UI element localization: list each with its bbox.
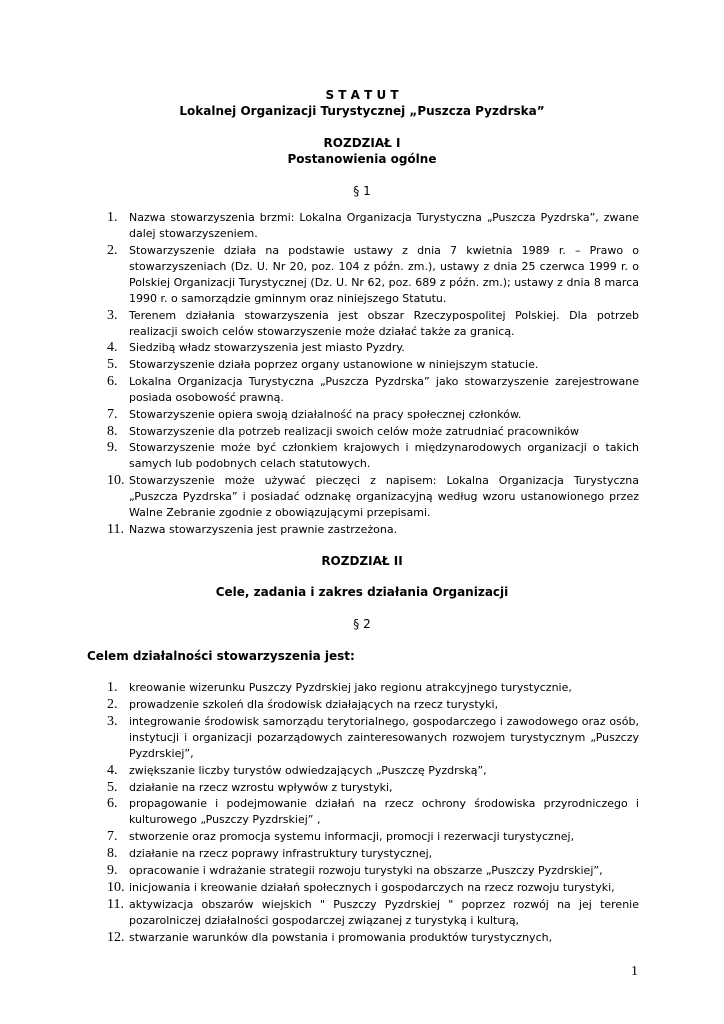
- document-subtitle: Lokalnej Organizacji Turystycznej „Puszcza Pyzdrska”: [179, 104, 545, 118]
- list-item-number: 2.: [107, 242, 118, 258]
- list-item-number: 6.: [107, 373, 118, 389]
- list-item: [0, 243, 639, 307]
- list-item: [0, 308, 639, 340]
- list-item: [0, 357, 639, 373]
- list-item-number: 7.: [107, 829, 118, 845]
- paragraph-2-mark: § 2: [353, 617, 371, 631]
- list-item-text: Nazwa stowarzyszenia brzmi: Lokalna Organizacja Turystyczna „Puszcza Pyzdrska”, zwane dalej stowarzyszeniem.: [129, 211, 639, 240]
- list-item: [0, 440, 639, 472]
- list-item: [0, 374, 639, 406]
- list-item: [0, 680, 639, 696]
- list-item: [0, 522, 639, 538]
- list-item-text: inicjowania i kreowanie działań społecznych i gospodarczych na rzecz rozwoju turystyki,: [129, 881, 615, 895]
- chapter-1-list: [0, 210, 724, 539]
- list-item-number: 8.: [107, 423, 118, 439]
- list-item-text: Stowarzyszenie dla potrzeb realizacji swoich celów może zatrudniać pracowników: [129, 424, 580, 438]
- list-item-number: 3.: [107, 307, 118, 323]
- list-item-text: integrowanie środowisk samorządu terytorialnego, gospodarczego i zawodowego oraz osób, instytucji i organizacji pozarządowych zainteresowanych rozwojem turystycznym „Puszczy Pyzdrskiej”,: [129, 714, 639, 760]
- list-item: [0, 780, 639, 796]
- list-item: [0, 930, 639, 946]
- list-item-number: 10.: [107, 473, 125, 489]
- list-item: [0, 210, 639, 242]
- list-item-text: Stowarzyszenie może używać pieczęci z napisem: Lokalna Organizacja Turystyczna „Puszcza Pyzdrska” i posiadać odznakę organizacyjną według wzoru ustanowionego przez Walne Zebranie zgodnie z obowiązującymi przepisami.: [129, 474, 639, 520]
- list-item-number: 9.: [107, 863, 118, 879]
- list-item: [0, 796, 639, 828]
- list-item: [0, 697, 639, 713]
- list-item-text: kreowanie wizerunku Puszczy Pyzdrskiej jako regionu atrakcyjnego turystycznie,: [129, 681, 572, 694]
- list-item-text: Lokalna Organizacja Turystyczna „Puszcza Pyzdrska” jako stowarzyszenie zarejestrowane posiada osobowość prawną.: [129, 374, 639, 404]
- list-item-text: stwarzanie warunków dla powstania i promowania produktów turystycznych,: [129, 930, 553, 944]
- list-item-number: 11.: [107, 521, 124, 537]
- list-item-text: Terenem działania stowarzyszenia jest obszar Rzeczypospolitej Polskiej. Dla potrzeb realizacji swoich celów stowarzyszenie może działać także za granicą.: [129, 308, 639, 338]
- chapter-1-subheading: Postanowienia ogólne: [287, 152, 437, 166]
- chapter-2-subheading: Cele, zadania i zakres działania Organizacji: [215, 585, 509, 599]
- list-item: [0, 846, 639, 862]
- list-item-text: Stowarzyszenie działa poprzez organy ustanowione w niniejszym statucie.: [129, 358, 539, 372]
- chapter-2-list: [0, 680, 724, 947]
- document-title: S T A T U T: [325, 88, 399, 102]
- list-item-number: 5.: [107, 779, 118, 795]
- list-item: [0, 880, 639, 896]
- list-item-number: 8.: [107, 846, 118, 862]
- list-item-text: zwiększanie liczby turystów odwiedzających „Puszczę Pyzdrską”,: [129, 763, 487, 777]
- goals-lead-text: Celem działalności stowarzyszenia jest:: [87, 649, 355, 663]
- list-item-text: Nazwa stowarzyszenia jest prawnie zastrzeżona.: [129, 522, 398, 536]
- list-item-number: 11.: [107, 896, 124, 912]
- chapter-1-heading: ROZDZIAŁ I: [323, 136, 401, 150]
- list-item-number: 7.: [107, 406, 118, 422]
- list-item-text: opracowanie i wdrażanie strategii rozwoju turystyki na obszarze „Puszczy Pyzdrskiej”,: [129, 864, 603, 878]
- list-item: [0, 473, 639, 521]
- list-item-text: Stowarzyszenie opiera swoją działalność na pracy społecznej członków.: [129, 407, 522, 421]
- list-item: [0, 424, 639, 440]
- list-item-number: 1.: [107, 680, 118, 695]
- list-item-text: prowadzenie szkoleń dla środowisk działających na rzecz turystyki,: [129, 697, 499, 711]
- list-item-text: Stowarzyszenie działa na podstawie ustawy z dnia 7 kwietnia 1989 r. – Prawo o stowarzyszeniach (Dz. U. Nr 20, poz. 104 z późn. zm.), ustawy z dnia 25 czerwca 1999 r. o Polskiej Organizacji Turystycznej (Dz. U. Nr 62, poz. 689 z późn. zm.); ustawy z dnia 8 marca 1990 r. o samorządzie gminnym oraz niniejszego Statutu.: [129, 243, 639, 305]
- list-item-text: Siedzibą władz stowarzyszenia jest miasto Pyzdry.: [129, 341, 405, 355]
- list-item: [0, 714, 639, 762]
- list-item-text: propagowanie i podejmowanie działań na rzecz ochrony środowiska przyrodniczego i kulturowego „Puszczy Pyzdrskiej” ,: [129, 797, 639, 827]
- list-item-number: 5.: [107, 357, 118, 373]
- list-item-number: 4.: [107, 340, 118, 356]
- list-item: [0, 829, 639, 845]
- list-item-text: aktywizacja obszarów wiejskich " Puszczy Pyzdrskiej " poprzez rozwój na jej terenie pozarolniczej działalności gospodarczej związanej z turystyką i kulturą,: [129, 897, 639, 927]
- list-item-number: 12.: [107, 929, 125, 945]
- chapter-2-heading: ROZDZIAŁ II: [321, 554, 403, 568]
- list-item-number: 6.: [107, 796, 118, 812]
- list-item: [0, 407, 639, 423]
- list-item-text: działanie na rzecz poprawy infrastruktury turystycznej,: [129, 847, 433, 861]
- paragraph-1-mark: § 1: [353, 184, 371, 198]
- list-item-number: 9.: [107, 440, 118, 456]
- list-item-number: 3.: [107, 713, 118, 729]
- list-item: [0, 863, 639, 879]
- page-number: 1: [631, 964, 638, 979]
- list-item-number: 4.: [107, 762, 118, 778]
- list-item-number: 2.: [107, 696, 118, 712]
- list-item-text: stworzenie oraz promocja systemu informacji, promocji i rezerwacji turystycznej,: [129, 830, 575, 844]
- list-item-number: 10.: [107, 880, 125, 896]
- list-item: [0, 763, 639, 779]
- list-item-number: 1.: [107, 210, 118, 225]
- list-item-text: Stowarzyszenie może być członkiem krajowych i międzynarodowych organizacji o takich samych lub podobnych celach statutowych.: [129, 441, 639, 471]
- list-item-text: działanie na rzecz wzrostu wpływów z turystyki,: [129, 780, 393, 794]
- list-item: [0, 897, 639, 929]
- list-item: [0, 340, 639, 356]
